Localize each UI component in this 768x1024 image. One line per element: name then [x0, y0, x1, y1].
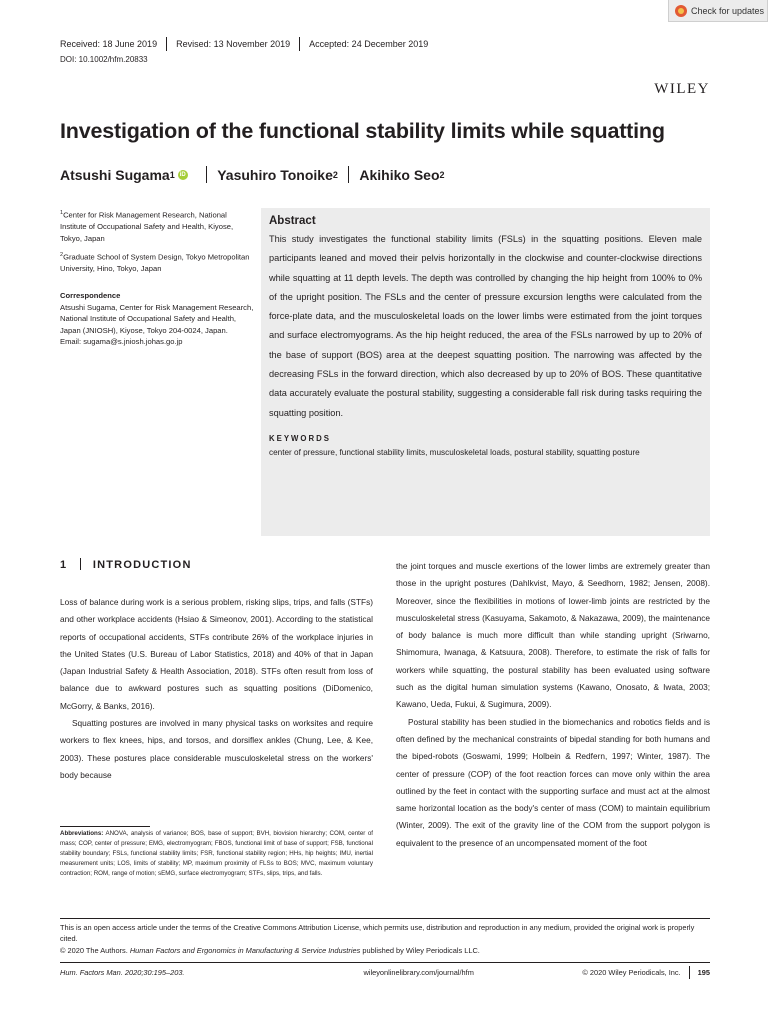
body-column-right	[396, 558, 710, 852]
section-title: INTRODUCTION	[92, 559, 192, 571]
footnote-rule	[60, 826, 150, 827]
doi[interactable]: DOI: 10.1002/hfm.20833	[60, 55, 148, 64]
paragraph: Postural stability has been studied in the biomechanics and robotics fields and is often defined by the mechanical constraints of bipedal standing for both humans and the biped-robots (Goswami, 1999; Holbein & Redfern, 1997; Winter, 1987). The center of pressure (COP) of the foot reaction forces can move only within the area outlined by the feet in contact with the supporting surface and must act at the almost same horizontal location as the body's center of mass (COM) to maintain equilibrium (Winter, 2009). The exit of the gravity line of the COM from the support polygon is equivalent to the presence of an uncompensated moment of the foot	[396, 716, 710, 848]
journal-url[interactable]: wileyonlinelibrary.com/journal/hfm	[363, 968, 474, 977]
crossmark-icon	[675, 5, 687, 17]
orcid-icon[interactable]: iD	[179, 171, 186, 178]
footer-copyright: © 2020 Wiley Periodicals, Inc.	[582, 968, 681, 977]
affiliation-text: Center for Risk Management Research, National Institute of Occupational Safety and Health, Kiyose, Tokyo, Japan	[60, 210, 234, 243]
footer-rule	[60, 962, 710, 963]
section-heading	[60, 558, 192, 571]
article-title: Investigation of the functional stability limits while squatting	[60, 119, 665, 143]
author-affil-sup: 2	[439, 169, 445, 180]
affiliation-sup: 1	[60, 210, 64, 216]
divider	[206, 166, 208, 183]
copyright-suffix: published by Wiley Periodicals LLC.	[362, 945, 480, 955]
abbreviations-footnote	[60, 829, 373, 879]
page-footer	[60, 966, 710, 979]
author-affil-sup: 2	[332, 169, 338, 180]
author-affil-sup: 1	[169, 169, 175, 180]
abbreviations-text: ANOVA, analysis of variance; BOS, base of support; BVH, biovision hierarchy; COM, center of mass; COP, center of pressure; EMG, electromyogram; FBOS, functional limit of base of support; FSB, functional stability boundary; FSLs, functional stability limits; FSR, functional stability region; HHs, hip heights; IMU, inertial measurement units; LOS, limits of stability; MP, maximum proximity of FLSs to BOS; MVC, maximum voluntary contraction; ROM, range of motion; sEMG, surface electromyogram; STFs, slips, trips, and falls.	[60, 830, 373, 877]
body-column-left	[60, 594, 373, 784]
journal-citation: Hum. Factors Man. 2020;30:195–203.	[60, 968, 185, 977]
page-number: 195	[697, 968, 710, 977]
paragraph: Loss of balance during work is a serious problem, risking slips, trips, and falls (STFs) and other workplace accidents (Hsiao & Simeonov, 2001). According to the statistical reports of occupational accidents, STFs contribute 26% of the workplace injuries in the United States (U.S. Bureau of Labor Statistics, 2018) and 40% of that in Japan (Japan Industrial Safety & Health Association, 2018). STFs often result from loss of balance due to awkward postures such as squatting positions (DiDomenico, McGorry, & Banks, 2016).	[60, 597, 373, 711]
abbreviations-label: Abbreviations:	[60, 830, 104, 837]
abstract-text: This study investigates the functional stability limits (FSLs) in the squatting positions. Eleven male participants leaned and moved their pelvis horizontally in the clockwise and counter-clockwise directions while squatting at 11 depth levels. The depth was controlled by changing the hip height from 100% to 0% of the upright position. The FSLs and the center of pressure excursion lengths were calculated from the force-plate data, and the musculoskeletal loads on the lower limbs were estimated from the joint torques and surface electromyograms. As the hip height reduced, the area of the FSLs narrowed by up to 20% of the base of support (BOS) area at the deepest squatting position. The narrowing was affected by the decreasing FSLs in the forward direction, which also decreased by up to 20% of BOS. These quantitative data accurately evaluate the postural stability, suggesting a considerable fall risk during tasks requiring the squatting position.	[269, 234, 702, 418]
affiliation-2	[60, 250, 255, 275]
publisher-logo: WILEY	[654, 81, 710, 97]
section-number: 1	[60, 559, 68, 571]
copyright-prefix: © 2020 The Authors.	[60, 945, 128, 955]
license-rule	[60, 918, 710, 919]
divider	[166, 37, 167, 51]
divider	[80, 558, 81, 570]
correspondence-email[interactable]: Email: sugama@s.jniosh.johas.go.jp	[60, 337, 183, 347]
author-name[interactable]: Atsushi Sugama	[60, 166, 170, 183]
divider	[689, 966, 690, 979]
check-for-updates-badge[interactable]	[668, 0, 768, 22]
abstract-box	[261, 208, 710, 536]
received-date: Received: 18 June 2019	[60, 39, 158, 49]
affiliation-text: Graduate School of System Design, Tokyo Metropolitan University, Hino, Tokyo, Japan	[60, 252, 250, 274]
accepted-date: Accepted: 24 December 2019	[309, 39, 429, 49]
check-for-updates-label: Check for updates	[691, 5, 765, 16]
author-list	[60, 166, 445, 183]
correspondence	[60, 290, 255, 348]
divider	[348, 166, 350, 183]
keywords-text: center of pressure, functional stability limits, musculoskeletal loads, postural stability, squatting posture	[269, 447, 640, 457]
abstract-heading: Abstract	[269, 215, 316, 227]
correspondence-text: Atsushi Sugama, Center for Risk Management Research, National Institute of Occupational Safety and Health, Japan (JNIOSH), Kiyose, Tokyo 204-0024, Japan.	[60, 302, 254, 335]
author-name[interactable]: Yasuhiro Tonoike	[217, 166, 333, 183]
author-name[interactable]: Akihiko Seo	[359, 166, 440, 183]
journal-name: Human Factors and Ergonomics in Manufacturing & Service Industries	[129, 945, 361, 955]
license-notice	[60, 922, 712, 956]
paragraph: Squatting postures are involved in many physical tasks on worksites and require workers to flex knees, hips, and torsos, and dorsiflex ankles (Chung, Lee, & Kee, 2003). These postures place considerable musculoskeletal stress on the workers' body because	[60, 718, 373, 780]
revised-date: Revised: 13 November 2019	[176, 39, 291, 49]
keywords-heading: KEYWORDS	[269, 433, 331, 443]
divider	[299, 37, 300, 51]
copyright-line	[60, 945, 712, 956]
affiliation-sup: 2	[60, 252, 64, 258]
article-dates	[60, 37, 428, 51]
correspondence-heading: Correspondence	[60, 291, 121, 300]
license-text: This is an open access article under the terms of the Creative Commons Attribution License, which permits use, distribution and reproduction in any medium, provided the original work is properly cited.	[60, 923, 695, 944]
affiliation-1	[60, 208, 255, 244]
paragraph: the joint torques and muscle exertions of the lower limbs are extremely greater than those in the upright postures (Dahlkvist, Mayo, & Seedhorn, 1982; Jensen, 2008). Moreover, since the flexibilities in motions of lower-limb joints are restricted by the musculoskeletal stress (Kasuyama, Sakamoto, & Nakazawa, 2009), the maintenance of body balance is much more difficult than while standing upright (Sriwarno, Shimomura, Iwanaga, & Katsuura, 2008). Therefore, to estimate the risk of falls for workers while squatting, the postural stability has been evaluated using software such as the digital human simulation systems (Kawano, Onosato, & Iwata, 2003; Kawano, Ueda, Fukui, & Sugimura, 2009).	[396, 561, 710, 710]
